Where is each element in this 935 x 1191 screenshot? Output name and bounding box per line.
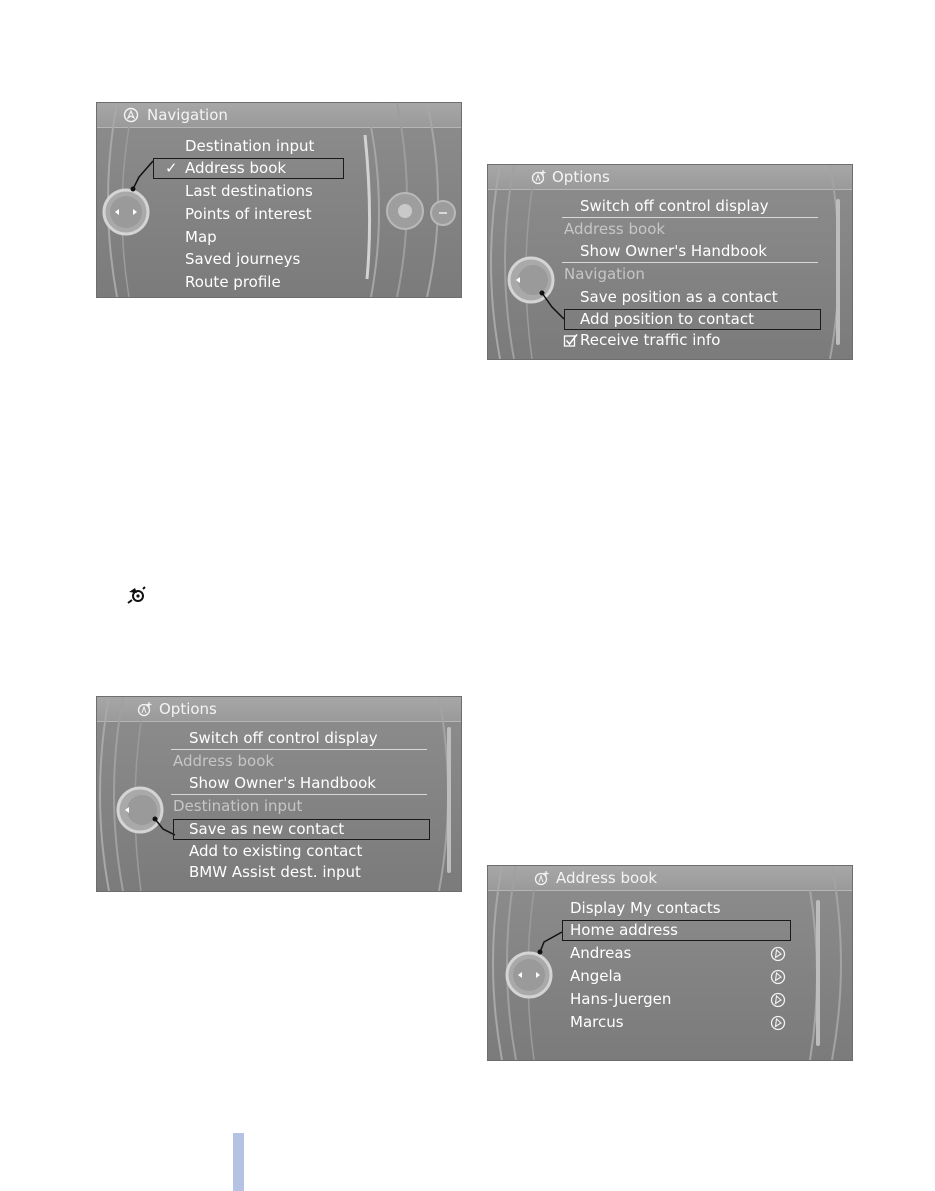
controller-knob[interactable] [506,255,556,305]
screen-title: Address book [556,869,658,887]
next-button[interactable] [429,199,457,227]
menu-item-last-destinations[interactable]: Last destinations [185,182,313,200]
checkbox-checked-icon[interactable] [563,333,579,349]
options-icon [137,701,153,717]
contact-angela[interactable]: Angela [570,967,622,985]
destination-flag-icon[interactable] [770,992,786,1008]
page-edge-marker [233,1133,244,1191]
contact-hans-juergen[interactable]: Hans-Juergen [570,990,672,1008]
title-bar [97,103,461,128]
menu-item-saved-journeys[interactable]: Saved journeys [185,250,301,268]
options-icon [531,169,547,185]
title-bar [488,165,852,190]
contact-marcus[interactable]: Marcus [570,1013,624,1031]
menu-item-display-my-contacts[interactable]: Display My contacts [570,899,721,917]
destination-flag-icon[interactable] [770,1015,786,1031]
controller-knob[interactable] [504,950,554,1000]
menu-item-route-profile[interactable]: Route profile [185,273,281,291]
menu-item-show-handbook[interactable]: Show Owner's Handbook [189,774,376,792]
options-icon [534,870,550,886]
menu-item-address-book[interactable]: Address book [185,159,287,177]
menu-item-switch-off-display[interactable]: Switch off control display [189,729,378,747]
separator [562,262,818,263]
section-address-book: Address book [564,220,666,238]
controller-knob[interactable] [101,187,151,237]
menu-item-add-position[interactable]: Add position to contact [580,310,754,328]
controller-icon [125,585,147,605]
destination-flag-icon[interactable] [770,946,786,962]
checkmark-icon: ✓ [165,159,178,177]
options-screen-navigation [487,164,853,360]
menu-item-receive-traffic-info[interactable]: Receive traffic info [580,331,721,349]
map-view-button[interactable] [385,191,425,231]
scrollbar[interactable] [447,727,451,873]
section-destination-input: Destination input [173,797,303,815]
menu-item-bmw-assist-dest-input[interactable]: BMW Assist dest. input [189,863,361,881]
menu-item-home-address[interactable]: Home address [570,921,678,939]
navigation-icon [123,107,139,123]
title-bar [97,697,461,722]
section-address-book: Address book [173,752,275,770]
destination-flag-icon[interactable] [770,969,786,985]
menu-item-switch-off-display[interactable]: Switch off control display [580,197,769,215]
menu-item-map[interactable]: Map [185,228,217,246]
menu-item-points-of-interest[interactable]: Points of interest [185,205,312,223]
separator [171,749,427,750]
title-bar [488,866,852,891]
menu-item-save-position[interactable]: Save position as a contact [580,288,778,306]
options-screen-destination [96,696,462,892]
menu-item-show-handbook[interactable]: Show Owner's Handbook [580,242,767,260]
screen-title: Navigation [147,106,228,124]
navigation-screen [96,102,462,298]
menu-item-destination-input[interactable]: Destination input [185,137,315,155]
address-book-screen [487,865,853,1061]
screen-title: Options [552,168,610,186]
separator [171,794,427,795]
controller-knob[interactable] [115,785,165,835]
separator [562,217,818,218]
contact-andreas[interactable]: Andreas [570,944,632,962]
scrollbar[interactable] [816,900,820,1046]
scrollbar[interactable] [836,199,840,345]
menu-item-add-to-existing-contact[interactable]: Add to existing contact [189,842,363,860]
screen-title: Options [159,700,217,718]
menu-item-save-as-new-contact[interactable]: Save as new contact [189,820,345,838]
section-navigation: Navigation [564,265,645,283]
